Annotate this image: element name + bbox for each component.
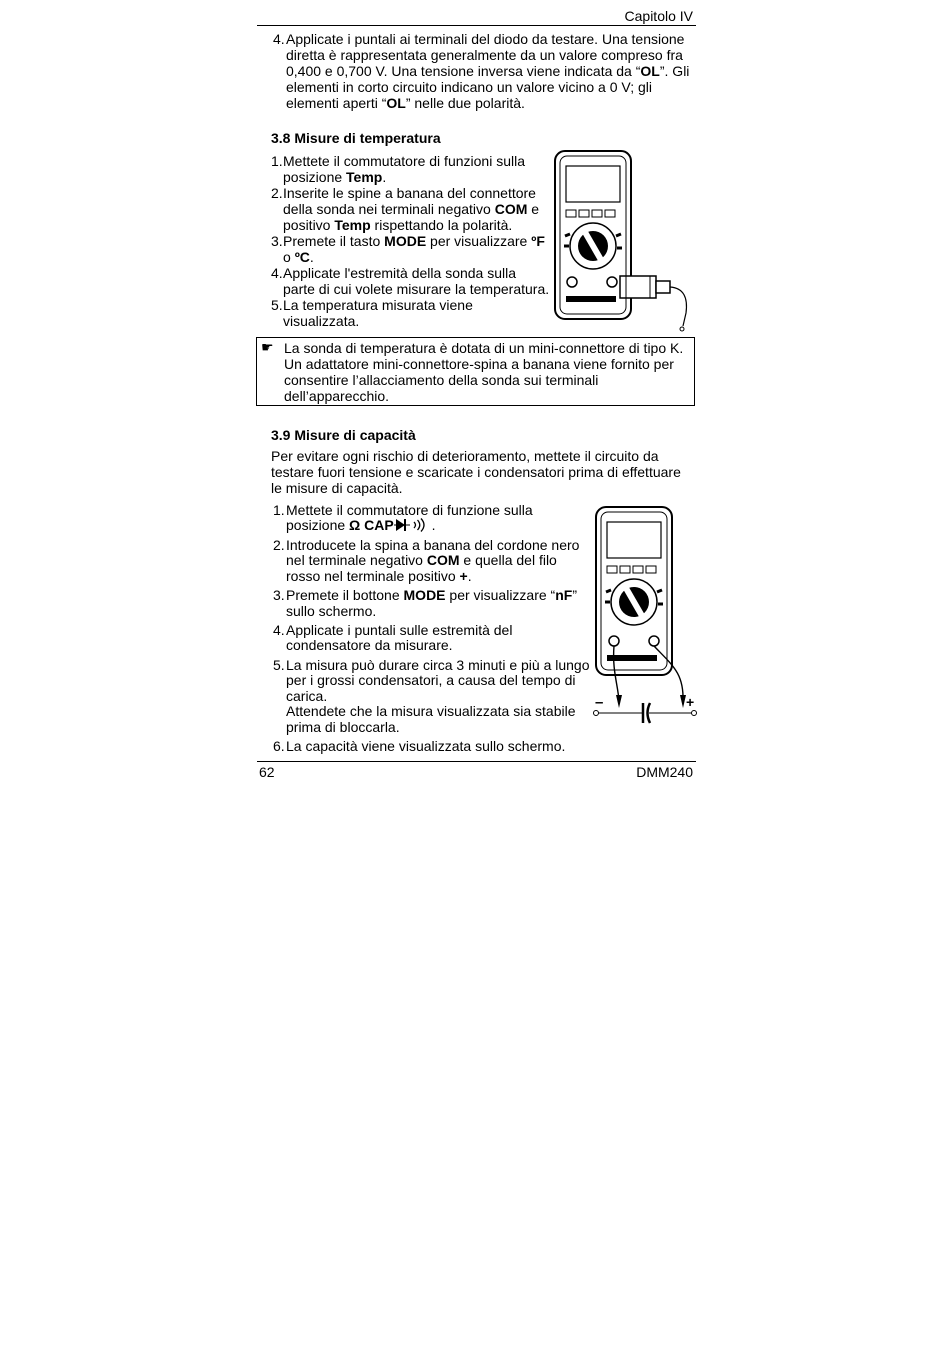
ol-bold: OL xyxy=(386,95,406,111)
text-line xyxy=(283,234,545,250)
text-span: Premete il bottone xyxy=(286,587,404,603)
minus-label: – xyxy=(595,694,604,711)
text-span: e quella del filo xyxy=(459,552,557,568)
section-heading-capacitance: 3.9 Misure di capacità xyxy=(271,427,416,443)
text-span: nel terminale negativo xyxy=(286,552,427,568)
text-line: Attendete che la misura visualizzata sia stabile xyxy=(286,703,576,719)
list-number: 1. xyxy=(273,502,285,518)
text-span: rosso nel terminale positivo xyxy=(286,568,460,584)
text-line: La temperatura misurata viene xyxy=(283,297,473,313)
text-line: sullo schermo. xyxy=(286,603,377,619)
text-line: diretta è rappresentata generalmente da un valore compreso fra xyxy=(286,47,683,63)
list-number: 2. xyxy=(273,537,285,553)
text-line xyxy=(283,202,539,218)
footer-rule xyxy=(257,761,696,762)
text-line xyxy=(286,588,577,604)
bold-term: + xyxy=(459,568,468,584)
bold-term: nF xyxy=(555,587,573,603)
text-span: elementi aperti “ xyxy=(286,95,387,111)
text-span: ”. Gli xyxy=(659,63,690,79)
text-span: . xyxy=(467,568,472,584)
bold-term: Ω CAP xyxy=(349,517,394,533)
text-line: condensatore da misurare. xyxy=(286,637,453,653)
text-span: rispettando la polarità. xyxy=(370,217,513,233)
text-line: carica. xyxy=(286,688,328,704)
text-line: consentire l’allacciamento della sonda sui terminali xyxy=(284,372,599,388)
text-line: parte di cui volete misurare la temperatura. xyxy=(283,281,550,297)
text-line: La misura può durare circa 3 minuti e più a lungo xyxy=(286,657,590,673)
ol-bold: OL xyxy=(640,63,660,79)
text-span: della sonda nei terminali negativo xyxy=(283,201,495,217)
diode-continuity-icon xyxy=(394,518,428,532)
text-span: per visualizzare xyxy=(426,233,532,249)
header-rule xyxy=(257,25,696,26)
text-line: Applicate l'estremità della sonda sulla xyxy=(283,265,517,281)
text-span: per visualizzare “ xyxy=(445,587,556,603)
bold-term: COM xyxy=(494,201,528,217)
text-line xyxy=(283,250,314,266)
list-number: 4. xyxy=(273,622,285,638)
list-number: 4. xyxy=(271,265,283,281)
model-label: DMM240 xyxy=(636,764,693,780)
list-number: 6. xyxy=(273,738,285,754)
text-span: 0,400 e 0,700 V. Una tensione inversa viene indicata da “ xyxy=(286,63,641,79)
text-span: Premete il tasto xyxy=(283,233,385,249)
text-line xyxy=(286,569,472,585)
text-line: le misure di capacità. xyxy=(271,480,403,496)
text-span: . xyxy=(382,169,387,185)
text-span: ” nelle due polarità. xyxy=(405,95,525,111)
pointing-hand-icon: ☛ xyxy=(261,339,274,355)
text-line: Applicate i puntali sulle estremità del xyxy=(286,622,513,638)
bold-term: ºF xyxy=(531,233,545,249)
list-number: 3. xyxy=(271,233,283,249)
text-line: Introducete la spina a banana del cordone nero xyxy=(286,537,580,553)
multimeter-temperature-illustration xyxy=(552,148,694,334)
bold-term: COM xyxy=(426,552,460,568)
text-line: Inserite le spine a banana del connettore xyxy=(283,185,536,201)
text-line: Un adattatore mini-connettore-spina a banana viene fornito per xyxy=(284,356,674,372)
text-line xyxy=(283,170,386,186)
text-span: ” xyxy=(572,587,577,603)
bold-term: ºC xyxy=(294,249,310,265)
text-line: per i grossi condensatori, a causa del tempo di xyxy=(286,672,576,688)
text-line: testare fuori tensione e scaricate i condensatori prima di effettuare xyxy=(271,464,681,480)
section-heading-temperature: 3.8 Misure di temperatura xyxy=(271,130,441,146)
text-line: visualizzata. xyxy=(283,313,360,329)
list-number: 5. xyxy=(271,297,283,313)
chapter-header: Capitolo IV xyxy=(624,8,693,24)
bold-term: Temp xyxy=(346,169,383,185)
text-line: prima di bloccarla. xyxy=(286,719,400,735)
text-line: Mettete il commutatore di funzione sulla xyxy=(286,502,533,518)
multimeter-capacitance-illustration xyxy=(592,505,700,727)
text-line: Mettete il commutatore di funzioni sulla xyxy=(283,153,525,169)
page-number: 62 xyxy=(259,764,275,780)
text-line: elementi in corto circuito indicano un valore vicino a 0 V; gli xyxy=(286,79,653,95)
text-span: . xyxy=(309,249,314,265)
text-line: La sonda di temperatura è dotata di un mini-connettore di tipo K. xyxy=(284,340,684,356)
list-number: 1. xyxy=(271,153,283,169)
text-span: posizione xyxy=(286,517,350,533)
text-line: La capacità viene visualizzata sullo schermo. xyxy=(286,738,566,754)
plus-label: + xyxy=(686,694,695,710)
text-span: o xyxy=(283,249,295,265)
text-span: . xyxy=(431,517,436,533)
text-line xyxy=(286,96,525,112)
bold-term: MODE xyxy=(403,587,446,603)
text-line: Per evitare ogni rischio di deterioramento, mettete il circuito da xyxy=(271,448,659,464)
text-line xyxy=(286,553,557,569)
text-line: Applicate i puntali ai terminali del diodo da testare. Una tensione xyxy=(286,31,685,47)
text-span: e xyxy=(527,201,540,217)
text-line xyxy=(286,64,689,80)
list-number: 5. xyxy=(273,657,285,673)
text-span: posizione xyxy=(283,169,347,185)
list-number: 4. xyxy=(273,31,285,47)
bold-term: Temp xyxy=(334,217,371,233)
text-line xyxy=(286,518,436,534)
text-line xyxy=(283,218,512,234)
text-line: dell’apparecchio. xyxy=(284,388,390,404)
bold-term: MODE xyxy=(384,233,427,249)
list-number: 2. xyxy=(271,185,283,201)
text-span: positivo xyxy=(283,217,335,233)
list-number: 3. xyxy=(273,587,285,603)
